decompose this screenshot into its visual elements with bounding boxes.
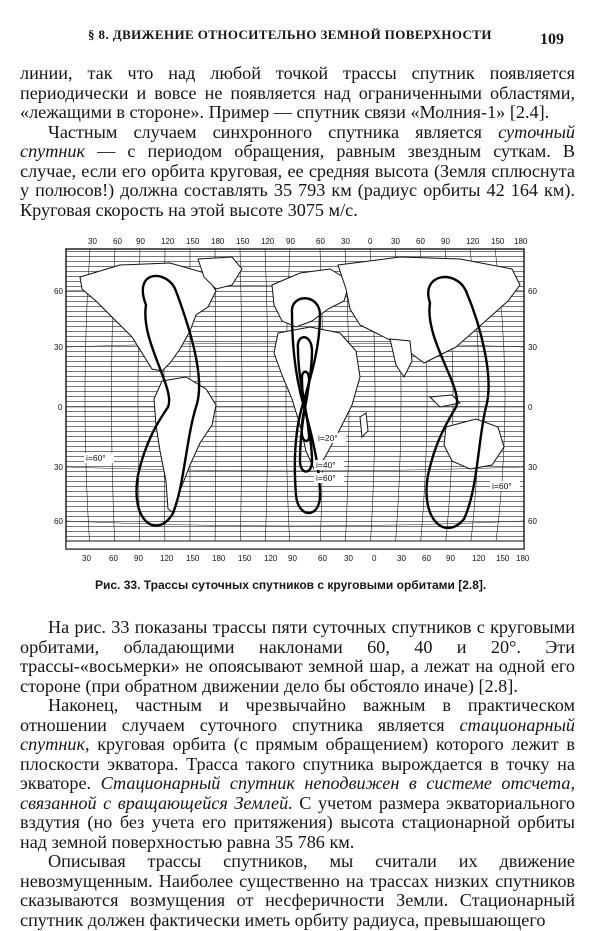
paragraph-continuation: линии, так что над любой точкой трассы спутник появляется периодически и вовсе не появляется над ограниченными областями, «лежащими в стороне». Пример — спутник связи «Молния-1» [2.4]. xyxy=(20,63,575,122)
tick-label: 60 xyxy=(109,554,118,563)
tick-label: 150 xyxy=(491,237,505,246)
label-i40: i=40° xyxy=(316,460,336,470)
tick-label: 180 xyxy=(516,554,530,563)
paragraph-stationary-satellite xyxy=(20,696,575,852)
tick-label: 90 xyxy=(446,554,455,563)
tick-label: 120 xyxy=(160,554,174,563)
text-run: , круговая орбита (с прямым обращением) которого лежит в плоскости экватора. Трасса такого спутника вырождается в точку на экваторе. xyxy=(20,734,575,793)
lat-label: 60 xyxy=(54,287,63,296)
tick-label: 180 xyxy=(212,554,226,563)
right-latitude-labels xyxy=(528,287,537,526)
tick-label: 90 xyxy=(136,237,145,246)
lat-label: 60 xyxy=(528,517,537,526)
tick-label: 60 xyxy=(113,237,122,246)
lat-label: 30 xyxy=(54,463,63,472)
top-text-block xyxy=(20,64,575,220)
paragraph-figure-description: На рис. 33 показаны трассы пяти суточных спутников с круговыми орбитами, обладающими наклонами 60, 40 и 20°. Эти трассы-«восьмерки» не опоясывают земной шар, а лежат на одной его стороне (при обратном движении дело бы обстояло иначе) [2.8]. xyxy=(20,617,575,696)
lat-label: 60 xyxy=(528,287,537,296)
term-daily-satellite: суточный спутник xyxy=(20,121,575,161)
tick-label: 120 xyxy=(472,554,486,563)
lat-label: 60 xyxy=(54,517,63,526)
text-run: — с периодом обращения, равным звездным суткам. В случае, если его орбита круговая, ее средняя высота (Земля сплюснута у полюсов!) должна составлять 35 793 км (радиус орбиты 42 164 км). Круговая скорость на этой высоте 3075 м/с. xyxy=(20,141,575,220)
label-i60-left: i=60° xyxy=(86,453,106,463)
paragraph-perturbations: Описывая трассы спутников, мы считали их движение невозмущенным. Наиболее существенно на трассах низких спутников сказываются возмущения от несферичности Земли. Стационарный спутник должен фактически иметь орбиту радиуса, превышающего xyxy=(20,851,575,930)
tick-label: 120 xyxy=(264,554,278,563)
tick-label: 180 xyxy=(514,237,528,246)
tick-label: 90 xyxy=(134,554,143,563)
tick-label: 30 xyxy=(344,554,353,563)
label-i60-right: i=60° xyxy=(492,481,512,491)
text-run: Частным случаем синхронного спутника является xyxy=(48,121,499,142)
tick-label: 30 xyxy=(82,554,91,563)
figure-33 xyxy=(20,229,580,579)
running-head: § 8. ДВИЖЕНИЕ ОТНОСИТЕЛЬНО ЗЕМНОЙ ПОВЕРХНОСТИ xyxy=(88,27,492,42)
statement-stationary: Стационарный спутник неподвижен в системе отсчета, связанной с вращающейся Землей. xyxy=(20,773,575,813)
tick-label: 90 xyxy=(286,237,295,246)
label-i60: i=60° xyxy=(316,473,336,483)
tick-label: 0 xyxy=(368,237,373,246)
text-run: Наконец, частным и чрезвычайно важным в практическом отношении случаем суточного спутника является xyxy=(20,695,575,735)
tick-label: 30 xyxy=(341,237,350,246)
tick-label: 30 xyxy=(88,237,97,246)
tick-label: 90 xyxy=(288,554,297,563)
tick-label: 30 xyxy=(397,554,406,563)
term-stationary-satellite: стационарный спутник xyxy=(20,714,575,754)
tick-label: 60 xyxy=(416,237,425,246)
top-longitude-ticks xyxy=(88,237,528,246)
tick-label: 60 xyxy=(318,554,327,563)
world-map-tracks xyxy=(20,229,580,579)
page-header xyxy=(0,0,600,46)
label-i20: i=20° xyxy=(318,433,338,443)
tick-label: 60 xyxy=(422,554,431,563)
figure-caption: Рис. 33. Трассы суточных спутников с круговыми орбитами [2.8]. xyxy=(95,578,487,592)
lat-label: 30 xyxy=(528,463,537,472)
tick-label: 150 xyxy=(238,554,252,563)
tick-label: 30 xyxy=(391,237,400,246)
tick-label: 150 xyxy=(496,554,510,563)
tick-label: 120 xyxy=(161,237,175,246)
paragraph-daily-satellite xyxy=(20,123,575,221)
page-number: 109 xyxy=(540,31,564,48)
tick-label: 0 xyxy=(372,554,377,563)
tick-label: 150 xyxy=(186,554,200,563)
lat-label: 0 xyxy=(58,403,63,412)
tick-label: 90 xyxy=(441,237,450,246)
lat-label: 0 xyxy=(528,403,533,412)
text-run: С учетом размера экваториального вздутия (но без учета его притяжения) высота стационарной орбиты над земной поверхностью равна 35 786 км. xyxy=(20,792,575,852)
tick-label: 60 xyxy=(316,237,325,246)
tick-label: 150 xyxy=(186,237,200,246)
bottom-text-block xyxy=(20,618,575,930)
left-latitude-labels xyxy=(54,287,63,526)
tick-label: 150 xyxy=(236,237,250,246)
tick-label: 120 xyxy=(466,237,480,246)
tick-label: 120 xyxy=(261,237,275,246)
tick-label: 180 xyxy=(211,237,225,246)
lat-label: 30 xyxy=(528,343,537,352)
lat-label: 30 xyxy=(54,343,63,352)
bottom-longitude-ticks xyxy=(82,554,530,563)
